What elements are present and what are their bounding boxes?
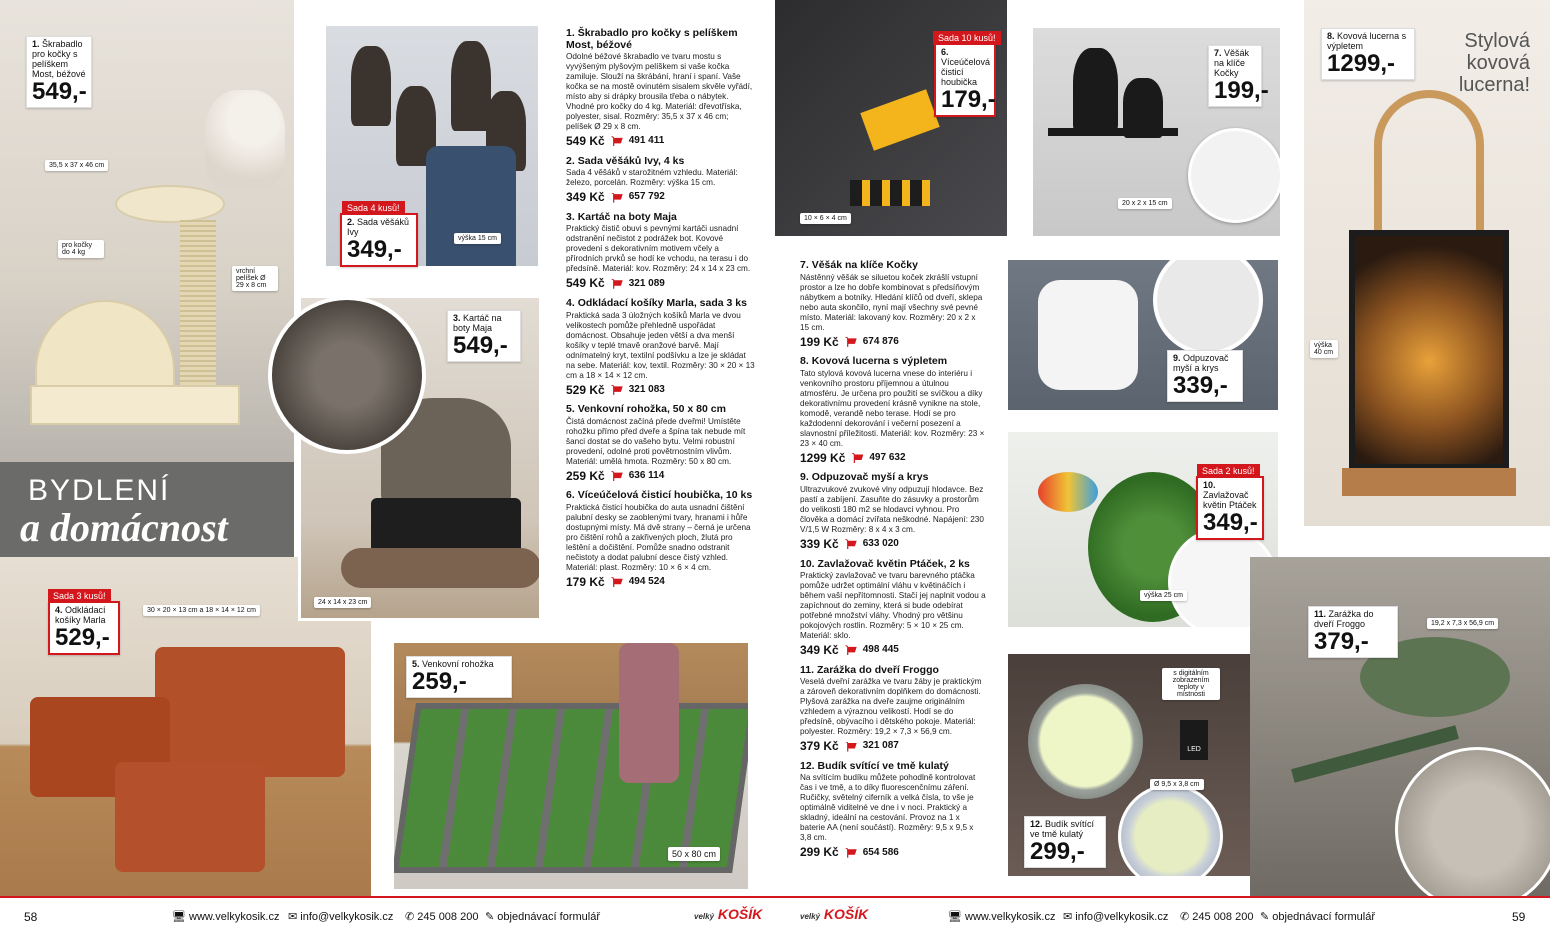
tag-label: Víceúčelová čisticí houbička	[941, 56, 991, 87]
product-price-row	[800, 643, 986, 658]
footer-phone[interactable]: ✆ 245 008 200	[405, 911, 479, 923]
brand-logo[interactable]	[800, 906, 868, 922]
price: 259 Kč	[566, 468, 605, 483]
repeller-detail-circle	[1153, 260, 1263, 355]
price: 179 Kč	[566, 574, 605, 589]
footer-email-link[interactable]: ✉ info@velkykosik.cz	[288, 911, 394, 923]
tag-product-8	[1321, 28, 1415, 80]
price: 1299 Kč	[800, 450, 846, 465]
section-banner	[0, 462, 294, 557]
dim-label: 30 × 20 × 13 cm a 18 × 14 × 12 cm	[143, 605, 260, 616]
price: 349 Kč	[800, 643, 839, 658]
led-icon	[1180, 720, 1208, 760]
price: 339 Kč	[800, 536, 839, 551]
product-price-row	[800, 537, 986, 552]
tag-product-2	[340, 213, 418, 267]
product-3	[566, 212, 756, 291]
tag-product-9	[1167, 350, 1243, 402]
cart-icon[interactable]	[611, 471, 623, 481]
basket-small-2	[115, 762, 265, 872]
tag-product-1	[26, 36, 92, 108]
product-price-row	[566, 190, 756, 205]
tag-label: Venkovní rohožka	[422, 659, 494, 669]
tag-label: Odpuzovač myší a krys	[1173, 353, 1229, 373]
lantern-slogan: Stylová kovová lucerna!	[1458, 30, 1530, 96]
footer	[0, 896, 1550, 941]
tag-product-4	[48, 601, 120, 655]
phone-text: 245 008 200	[1192, 911, 1254, 923]
scratcher-base	[30, 385, 240, 425]
tag-num: 2.	[347, 217, 355, 227]
product-title: 5. Venkovní rohožka, 50 x 80 cm	[566, 403, 726, 416]
product-title: 12. Budík svítící ve tmě kulatý	[800, 759, 949, 772]
banner-title-1: BYDLENÍ	[28, 474, 171, 507]
sada-badge: Sada 4 kusů!	[342, 201, 405, 215]
dim-label: 19,2 x 7,3 x 56,9 cm	[1427, 618, 1498, 629]
frog-photo	[1250, 557, 1550, 896]
tag-price: 549,-	[453, 331, 508, 359]
basket-large	[155, 647, 345, 777]
led-label: LED	[1187, 746, 1201, 753]
product-9	[800, 472, 986, 551]
jacket	[426, 146, 516, 266]
cart-icon[interactable]	[611, 193, 623, 203]
page-number-right: 59	[1512, 910, 1526, 924]
dim-label: 20 x 2 x 15 cm	[1118, 198, 1172, 209]
tag-price: 259,-	[412, 667, 467, 695]
product-8	[800, 356, 986, 465]
order-code: 321 083	[628, 383, 665, 395]
product-title: 3. Kartáč na boty Maja	[566, 210, 677, 223]
footer-phone[interactable]: ✆ 245 008 200	[1180, 911, 1254, 923]
sponge	[860, 89, 939, 151]
dim-label: vrchní pelíšek Ø 29 x 8 cm	[232, 266, 278, 291]
product-5	[566, 404, 756, 483]
glass-bird-1	[1038, 472, 1098, 512]
dim-label: pro kočky do 4 kg	[58, 240, 104, 258]
product-desc: Praktická čisticí houbička do auta usnadní čištění palubní desky se zaoblenými tvary, hranami i hůře dostupnými místy. Má dvě strany – černá je určena pro čištění rohů a zakřivených ploch, žlutá pro leštění a dočištění. Pomůže snadno odstranit nečistoty a dodat palubní desce čistý vzhled. Materiál: plast. Rozměry: 10 × 6 × 4 cm.	[566, 502, 751, 572]
repeller-device	[1038, 280, 1138, 390]
dim-label: 24 x 14 x 23 cm	[314, 597, 371, 608]
footer-email-link[interactable]: ✉ info@velkykosik.cz	[1063, 911, 1169, 923]
tag-num: 9.	[1173, 353, 1181, 363]
price: 379 Kč	[800, 739, 839, 754]
product-7	[800, 260, 986, 349]
scratcher-platform	[115, 185, 225, 223]
cart-icon[interactable]	[611, 136, 623, 146]
tag-label: Škrabadlo pro kočky s pelíškem Most, béžové	[32, 39, 86, 79]
hook-2	[451, 41, 491, 131]
product-title: 11. Zarážka do dveří Froggo	[800, 663, 939, 676]
dim-label: 10 × 6 × 4 cm	[800, 213, 851, 224]
tag-product-10	[1196, 476, 1264, 540]
sada-badge: Sada 3 kusů!	[48, 589, 111, 603]
order-code: 674 876	[862, 335, 899, 347]
product-title: 9. Odpuzovač myší a krys	[800, 471, 929, 484]
tag-num: 5.	[412, 659, 420, 669]
brand-logo[interactable]	[694, 906, 762, 922]
tag-label: Budík svítící ve tmě kulatý	[1030, 819, 1095, 839]
cat-silhouette-1	[1073, 48, 1118, 133]
logo-text: KOŠÍK	[717, 906, 763, 922]
hook-bar	[1048, 128, 1178, 136]
logo-small: velký	[800, 912, 821, 921]
product-desc: Na svítícím budíku můžete pohodlně kontrolovat čas i ve tmě, a to díky fluorescenčnímu záření. Ručičky, světelný ciferník a velká čísla, to vše je optimálně viditelné ve dne i v noci. Praktický a skladný, ideální na cestování. Provoz na 1 x baterie AA (není součástí). Rozměry: 9,5 x 9,5 x 3,8 cm.	[800, 773, 976, 843]
cart-icon[interactable]	[851, 453, 863, 463]
product-title: 4. Odkládací košíky Marla, sada 3 ks	[566, 297, 747, 310]
dim-label: výška 40 cm	[1310, 340, 1338, 358]
order-code: 491 411	[628, 135, 665, 147]
product-desc: Ultrazvukové zvukové vlny odpuzují hlodavce. Bez pastí a zabíjení. Zasuňte do zásuvky a prostorům do velikosti 180 m2 se hlodavci vyhnou. Pro člověka a domácí zvířata neškodné. Napájení: 230 V/1,5 W Rozměry: 8 x 4 x 3 cm.	[800, 484, 984, 534]
bootbrush-detail-circle	[268, 296, 426, 454]
web-text: www.velkykosik.cz	[965, 911, 1056, 923]
dim-label: s digitálním zobrazením teploty v místnosti	[1162, 668, 1220, 700]
product-price-row	[800, 451, 986, 466]
tag-label: Kovová lucerna s výpletem	[1327, 31, 1407, 51]
tag-label: Odkládací košíky Marla	[55, 605, 106, 625]
lantern-rope	[1374, 90, 1484, 250]
order-code: 494 524	[628, 576, 665, 588]
order-code: 497 632	[869, 451, 906, 463]
lantern-base	[1342, 468, 1516, 496]
tag-price: 549,-	[32, 77, 87, 105]
tag-num: 10.	[1203, 480, 1216, 490]
tag-price: 529,-	[55, 623, 110, 651]
dim-label: výška 25 cm	[1140, 590, 1187, 601]
tag-num: 1.	[32, 39, 40, 49]
product-title: 6. Víceúčelová čisticí houbička, 10 ks	[566, 489, 753, 502]
tag-price: 379,-	[1314, 627, 1369, 655]
product-title: 1. Škrabadlo pro kočky s pelíškem Most, béžové	[566, 27, 738, 51]
product-desc: Veselá dveřní zarážka ve tvaru žáby je praktickým a zároveň dekorativním doplňkem do domácnosti. Plyšová zarážka na dveře zaujme originálním vzhledem a výraznou velikostí. Hodí se do předsíně, obývacího i dětského pokoje. Materiál: polyester. Rozměry: 19,2 × 7,3 × 56,9 cm.	[800, 677, 982, 737]
tag-product-5	[406, 656, 512, 698]
sponge-set	[850, 180, 930, 206]
price: 529 Kč	[566, 382, 605, 397]
tag-num: 8.	[1327, 31, 1335, 41]
lantern-body	[1349, 230, 1509, 470]
cart-icon[interactable]	[845, 742, 857, 752]
cart-icon[interactable]	[845, 539, 857, 549]
product-title: 10. Zavlažovač květin Ptáček, 2 ks	[800, 557, 970, 570]
tag-price: 1299,-	[1327, 49, 1396, 77]
cart-icon[interactable]	[845, 848, 857, 858]
tag-label: Věšák na klíče Kočky	[1214, 48, 1250, 78]
product-title: 8. Kovová lucerna s výpletem	[800, 355, 948, 368]
form-text: objednávací formulář	[497, 911, 601, 923]
order-code: 321 087	[862, 740, 899, 752]
web-text: www.velkykosik.cz	[189, 911, 280, 923]
product-10	[800, 559, 986, 658]
price: 199 Kč	[800, 334, 839, 349]
tag-label: Zavlažovač květin Ptáček	[1203, 489, 1257, 510]
scratcher-post	[180, 220, 216, 390]
dim-label: 35,5 x 37 x 46 cm	[45, 160, 108, 171]
product-price-row	[800, 739, 986, 754]
product-desc: Sada 4 věšáků v starožitném vzhledu. Materiál: železo, porcelán. Rozměry: výška 15 cm.	[566, 168, 738, 188]
clock-detail-circle	[1118, 784, 1223, 876]
tag-label: Zarážka do dveří Froggo	[1314, 609, 1374, 629]
order-code: 633 020	[862, 538, 899, 550]
phone-text: 245 008 200	[417, 911, 479, 923]
product-price-row	[566, 134, 756, 149]
cart-icon[interactable]	[611, 385, 623, 395]
tag-price: 339,-	[1173, 371, 1228, 399]
tag-label: Sada věšáků Ivy	[347, 217, 410, 237]
tag-product-12	[1024, 816, 1106, 868]
dim-label: výška 15 cm	[454, 233, 501, 244]
product-11	[800, 665, 986, 754]
page-number-left: 58	[24, 910, 38, 924]
tag-price: 199,-	[1214, 76, 1269, 104]
product-2	[566, 156, 756, 205]
tag-price: 179,-	[941, 85, 996, 113]
tag-product-3	[447, 310, 521, 362]
brush-base	[341, 548, 541, 588]
cart-icon[interactable]	[611, 577, 623, 587]
tag-product-6	[934, 43, 996, 117]
form-text: objednávací formulář	[1272, 911, 1376, 923]
sada-badge: Sada 2 kusů!	[1197, 464, 1260, 478]
product-desc: Praktický zavlažovač ve tvaru barevného ptáčka pomůže udržet optimální vláhu v květináčích i během vaší nepřítomnosti. Stačí jej naplnit vodou a zapíchnout do zeminy, která si bude odebírat potřebné množství vláhy. Vhodný pro většinu pokojových rostlin. Rozměry: 5 × 10 × 25 cm. Materiál: sklo.	[800, 571, 986, 641]
footer-form-link[interactable]: ✎ objednávací formulář	[1260, 911, 1376, 923]
product-desc: Praktická sada 3 úložných košíků Marla ve dvou velikostech pomůže přehledně uspořádat domácnost. Obsahuje jeden větší a dva menší košíky v teplé tmavě oranžové barvě. Mají odnímatelný kryt, textilní podšívku a lze je skládat na sebe. Materiál: kov, textil. Rozměry: 30 × 20 × 13 cm a 18 × 14 × 12 cm.	[566, 310, 755, 380]
dim-label: 50 x 80 cm	[668, 847, 720, 861]
product-12	[800, 761, 986, 860]
product-desc: Tato stylová kovová lucerna vnese do interiéru i venkovního prostoru příjemnou a útulnou atmosféru. Je určena pro použití se svíčkou a díky dekorativnímu provedení krásně vynikne na stole, komodě, verandě nebo terase. Hodí se pro každodenní dekorování i večerní posezení a slavnostní příležitosti. Materiál: kov. Rozměry: 23 × 23 × 40 cm.	[800, 368, 985, 448]
product-column-right	[800, 260, 986, 867]
cart-icon[interactable]	[845, 337, 857, 347]
email-text: info@velkykosik.cz	[300, 911, 394, 923]
product-column-left	[566, 28, 756, 597]
footer-web-link[interactable]: 🖥 www.velkykosik.cz	[948, 911, 1056, 923]
price: 549 Kč	[566, 276, 605, 291]
tag-product-7	[1208, 45, 1269, 107]
frog-detail-circle	[1395, 747, 1550, 896]
cat-shape	[205, 90, 285, 190]
tag-num: 4.	[55, 605, 63, 615]
order-code: 636 114	[628, 470, 665, 481]
tag-num: 11.	[1314, 609, 1327, 619]
product-desc: Praktický čistič obuvi s pevnými kartáči usnadní odstranění nečistot z podrážek bot. Kovové provedení s dekorativním motivem včely a přírodních prvků se hodí ke vchodu, na terasu i do předsíně. Materiál: kov. Rozměry: 24 x 14 x 23 cm.	[566, 224, 751, 274]
product-4	[566, 298, 756, 397]
tag-num: 12.	[1030, 819, 1043, 829]
product-price-row	[800, 845, 986, 860]
price: 349 Kč	[566, 190, 605, 205]
email-text: info@velkykosik.cz	[1075, 911, 1169, 923]
tag-price: 349,-	[1203, 508, 1258, 536]
cart-icon[interactable]	[845, 645, 857, 655]
tag-num: 6.	[941, 47, 949, 57]
price: 549 Kč	[566, 134, 605, 149]
product-title: 7. Věšák na klíče Kočky	[800, 259, 918, 271]
product-price-row	[566, 383, 756, 398]
product-price-row	[566, 469, 756, 484]
keyholder-detail-circle	[1188, 128, 1280, 223]
order-code: 498 445	[862, 644, 899, 656]
tag-price: 349,-	[347, 235, 402, 263]
tag-label: Kartáč na boty Maja	[453, 313, 502, 333]
product-title: 2. Sada věšáků Ivy, 4 ks	[566, 154, 685, 167]
product-price-row	[566, 575, 756, 590]
sada-badge: Sada 10 kusů!	[933, 31, 1001, 45]
price: 299 Kč	[800, 845, 839, 860]
tag-num: 3.	[453, 313, 461, 323]
boot	[619, 643, 679, 783]
order-code: 657 792	[628, 191, 665, 203]
footer-form-link[interactable]: ✎ objednávací formulář	[485, 911, 601, 923]
order-code: 321 089	[628, 277, 665, 289]
logo-text: KOŠÍK	[823, 906, 869, 922]
product-price-row	[800, 335, 986, 350]
product-price-row	[566, 276, 756, 291]
tag-price: 299,-	[1030, 837, 1085, 865]
dim-label: Ø 9,5 x 3,8 cm	[1150, 779, 1204, 790]
product-desc: Čistá domácnost začíná přede dveřmi! Umístěte rohožku přímo před dveře a špína tak nebude mít šanci dostat se do vašeho bytu. Velmi robustní provedení, odolné proti povětrnostním vlivům. Materiál: umělá hmota. Rozměry: 50 x 80 cm.	[566, 416, 746, 466]
product-6	[566, 490, 756, 589]
clock-face	[1028, 684, 1143, 799]
product-desc: Nástěnný věšák se siluetou koček zkrášlí vstupní prostor a lze ho dobře kombinovat s předsíňovým nábytkem a botníky. Hledání klíčů od dveří, sklepa nebo auta skončilo, nyní mají všechny své pevné místo. Materiál: lakovaný kov. Rozměry: 20 x 2 x 15 cm.	[800, 272, 983, 332]
product-1	[566, 28, 756, 149]
tag-product-11	[1308, 606, 1398, 658]
logo-small: velký	[694, 912, 715, 921]
footer-web-link[interactable]: 🖥 www.velkykosik.cz	[172, 911, 280, 923]
cart-icon[interactable]	[611, 279, 623, 289]
order-code: 654 586	[862, 846, 899, 858]
tag-num: 7.	[1214, 48, 1222, 58]
product-desc: Odolné béžové škrabadlo ve tvaru mostu s vyvýšeným plyšovým pelíškem si vaše kočka zamiluje. Slouží na škrábání, hraní i spaní. Vaše kočka se na mostě ovinutém sisalem skvěle vyřádí, místo aby si drápky brousila třeba o nábytek. Vhodné pro kočky do 4 kg. Materiál: dřevotříska, polyester, sisal. Rozměry: 35,5 x 37 x 46 cm; pelíšek Ø 29 x 8 cm.	[566, 52, 753, 132]
banner-title-2: a domácnost	[20, 505, 228, 550]
hook-1	[351, 46, 391, 126]
